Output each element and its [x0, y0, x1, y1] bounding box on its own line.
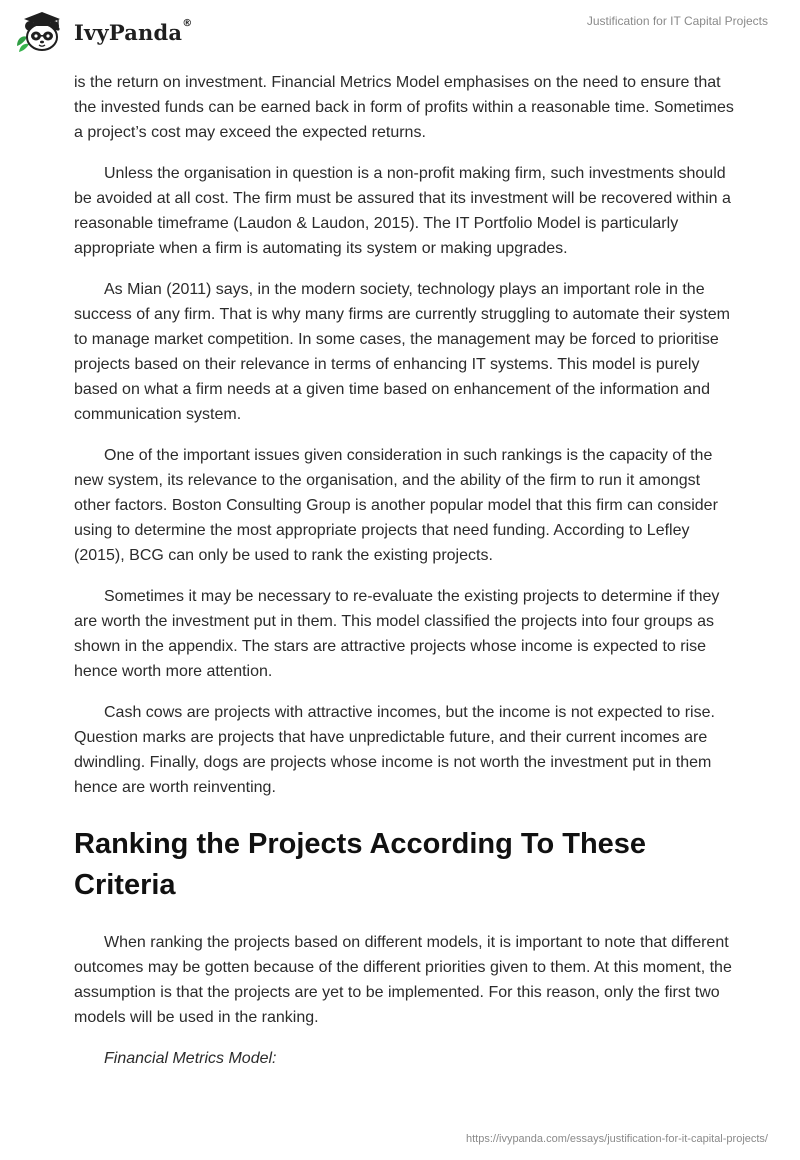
source-url[interactable]: https://ivypanda.com/essays/justification-for-it-capital-projects/ [465, 1133, 768, 1145]
registered-mark: ® [182, 17, 193, 29]
paragraph: Cash cows are projects with attractive incomes, but the income is not expected to rise. Question marks are projects that have unpredictable future, and their current incomes are dwindling. Finally, dogs are projects whose income is not worth the investment put in them hence are worth reinventing. [74, 704, 715, 796]
paragraph-continuation: is the return on investment. Financial Metrics Model emphasises on the need to ensure that the invested funds can be earned back in form of profits within a reasonable time. Sometimes a project’s cost may exceed the expected returns. [74, 74, 734, 141]
ivypanda-logo[interactable] [14, 8, 192, 54]
page-header [0, 0, 800, 64]
subheading-financial-metrics: Financial Metrics Model: [104, 1050, 277, 1067]
section-heading: Ranking the Projects According To These Criteria [74, 828, 647, 901]
brand-name: IvyPanda® [74, 17, 193, 45]
panda-graduate-icon [14, 8, 70, 54]
essay-content [74, 70, 734, 1071]
paragraph: One of the important issues given consideration in such rankings is the capacity of the new system, its relevance to the organisation, and the ability of the firm to run it amongst other factors. Boston Consulting Group is another popular model that this firm can consider using to determine the most appropriate projects that need funding. According to Lefley (2015), BCG can only be used to rank the existing projects. [74, 447, 718, 564]
paragraph: When ranking the projects based on different models, it is important to note that different outcomes may be gotten because of the different priorities given to them. At this moment, the assumption is that the projects are yet to be implemented. For this reason, only the first two models will be used in the ranking. [74, 934, 732, 1026]
paragraph: As Mian (2011) says, in the modern society, technology plays an important role in the success of any firm. That is why many firms are currently struggling to automate their system to manage market competition. In some cases, the management may be forced to prioritise projects based on their relevance in terms of enhancing IT systems. This model is purely based on what a firm needs at a given time based on enhancement of the information and communication system. [74, 281, 730, 423]
document-title: Justification for IT Capital Projects [586, 14, 768, 28]
paragraph: Unless the organisation in question is a non-profit making firm, such investments should be avoided at all cost. The firm must be assured that its investment will be recovered within a reasonable timeframe (Laudon & Laudon, 2015). The IT Portfolio Model is particularly appropriate when a firm is automating its system or making upgrades. [74, 165, 731, 257]
paragraph: Sometimes it may be necessary to re-evaluate the existing projects to determine if they are worth the investment put in them. This model classified the projects into four groups as shown in the appendix. The stars are attractive projects whose income is expected to rise hence worth more attention. [74, 588, 720, 680]
